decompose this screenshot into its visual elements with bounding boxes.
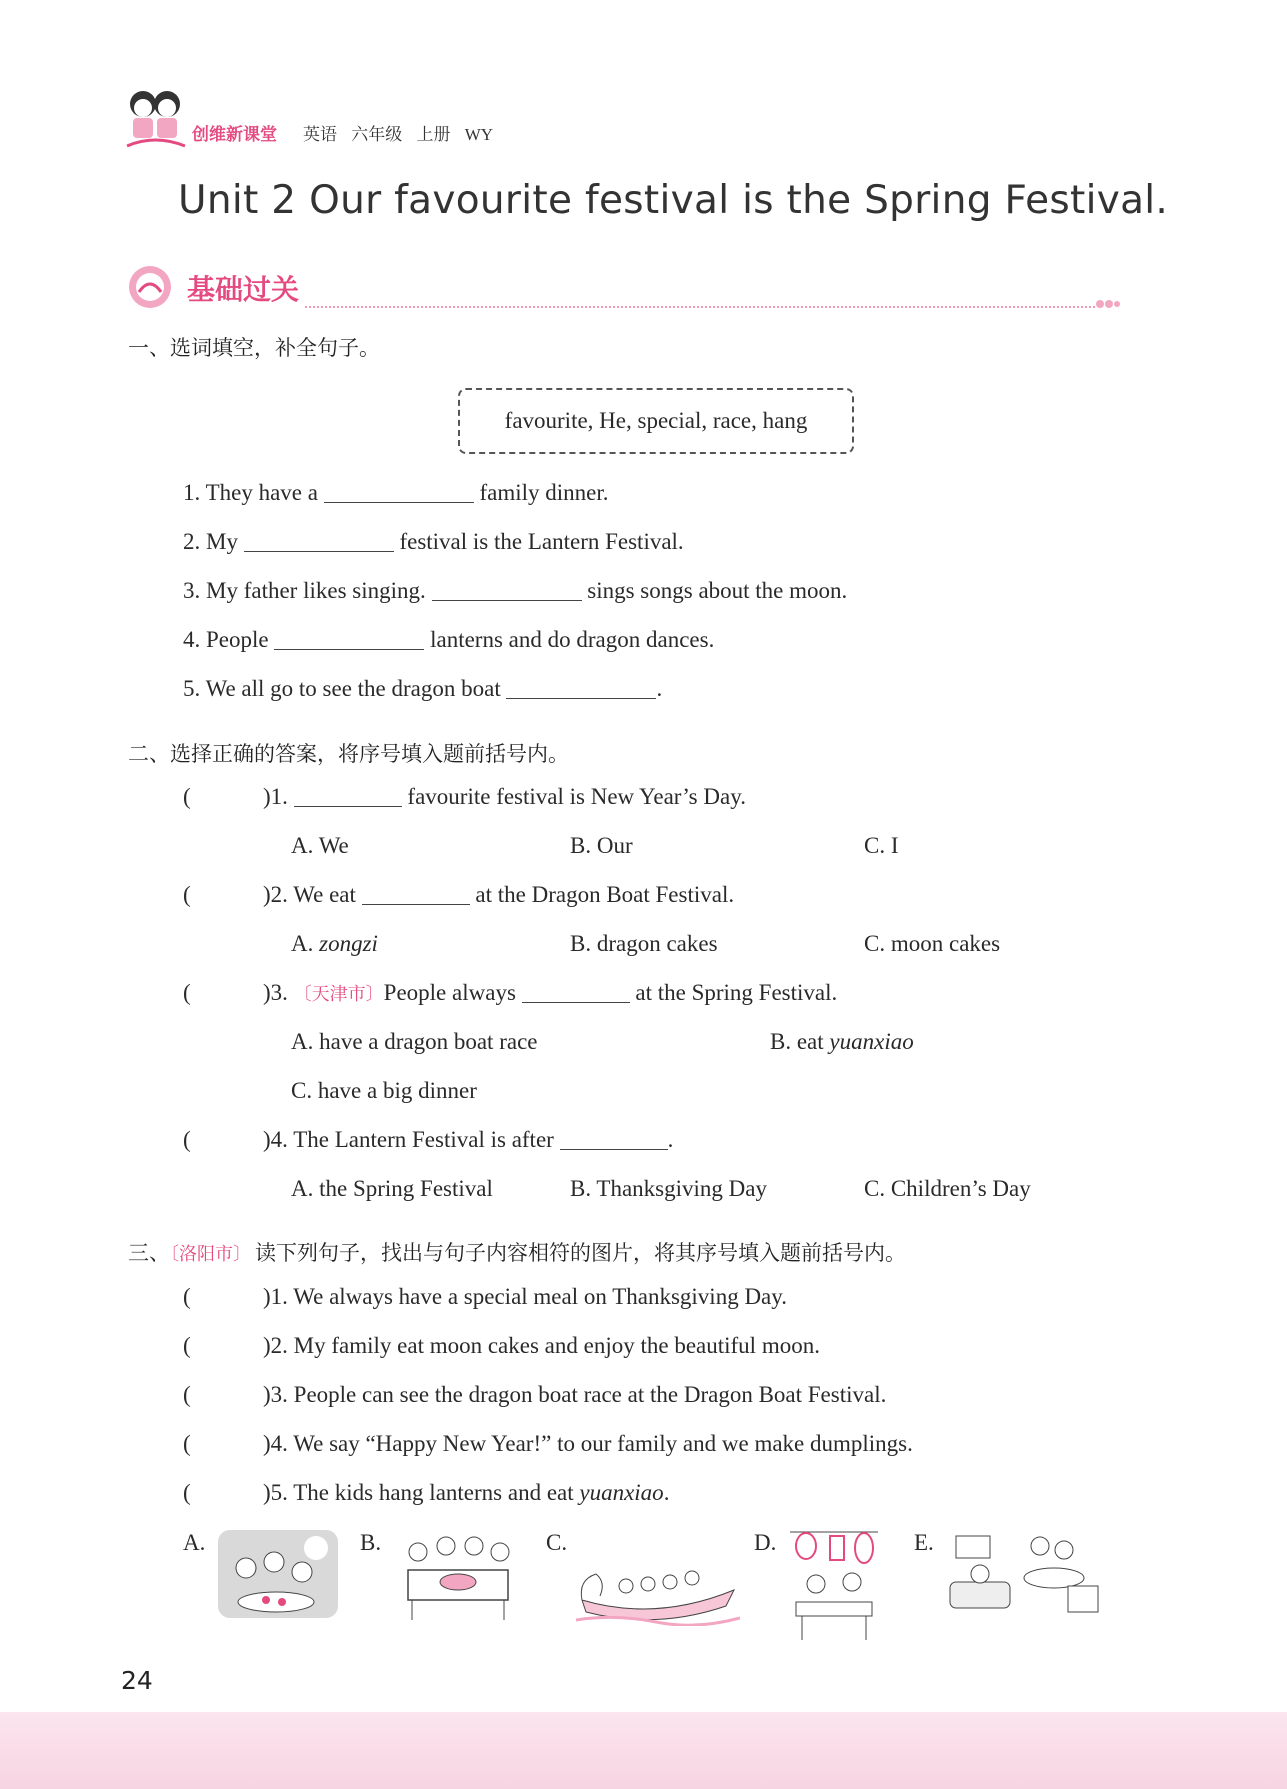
- book-meta: [303, 120, 503, 145]
- part3-item-3: ( )3. People can see the dragon boat race at the Dragon Boat Festival.: [183, 1382, 887, 1407]
- option-a: A. the Spring Festival: [291, 1176, 493, 1201]
- volume: 上册: [416, 125, 451, 144]
- answer-blank[interactable]: [432, 580, 582, 601]
- answer-blank[interactable]: [274, 629, 424, 650]
- answer-paren[interactable]: (: [183, 784, 191, 809]
- option-b: B. eat yuanxiao: [770, 1029, 914, 1054]
- word-box: favourite, He, special, race, hang: [458, 388, 854, 454]
- page-number: 24: [121, 1666, 153, 1695]
- new-year-dumplings-icon: [944, 1526, 1108, 1626]
- part2-heading: 二、选择正确的答案，将序号填入题前括号内。: [128, 742, 569, 766]
- picture-label-b: B.: [360, 1530, 382, 1555]
- part1-item-5: 5. We all go to see the dragon boat .: [183, 676, 663, 701]
- answer-blank[interactable]: [522, 982, 630, 1003]
- kids-logo-icon: [125, 86, 187, 152]
- picture-label-d: D.: [754, 1530, 777, 1555]
- option-b: B. Thanksgiving Day: [570, 1176, 767, 1201]
- part1-item-2: 2. My festival is the Lantern Festival.: [183, 529, 684, 554]
- option-c: C. have a big dinner: [291, 1078, 477, 1103]
- answer-paren[interactable]: (: [183, 1480, 191, 1505]
- answer-paren[interactable]: (: [183, 1333, 191, 1358]
- part3-item-4: ( )4. We say “Happy New Year!” to our family and we make dumplings.: [183, 1431, 913, 1456]
- picture-label-a: A.: [183, 1530, 206, 1555]
- part1-item-4: 4. People lanterns and do dragon dances.: [183, 627, 715, 652]
- part2-question-1: ( )1. favourite festival is New Year’s Day.: [183, 784, 746, 809]
- answer-blank[interactable]: [294, 786, 402, 807]
- section-divider: [305, 306, 1095, 308]
- part3-item-5: ( )5. The kids hang lanterns and eat yuanxiao.: [183, 1480, 670, 1505]
- picture-label-e: E.: [914, 1530, 934, 1555]
- answer-blank[interactable]: [244, 531, 394, 552]
- option-c: C. Children’s Day: [864, 1176, 1031, 1201]
- answer-paren[interactable]: (: [183, 1284, 191, 1309]
- answer-paren[interactable]: (: [183, 1127, 191, 1152]
- option-c: C. I: [864, 833, 899, 858]
- part3-heading: 三、〔洛阳市〕 读下列句子，找出与句子内容相符的图片，将其序号填入题前括号内。: [128, 1241, 906, 1265]
- part2-question-3: ( )3. 〔天津市〕People always at the Spring Festival.: [183, 980, 838, 1005]
- dragon-boat-icon: [576, 1530, 740, 1626]
- answer-blank[interactable]: [324, 482, 474, 503]
- part1-item-3: 3. My father likes singing. sings songs about the moon.: [183, 578, 848, 603]
- part3-item-1: ( )1. We always have a special meal on Thanksgiving Day.: [183, 1284, 788, 1309]
- answer-blank[interactable]: [560, 1129, 668, 1150]
- answer-paren[interactable]: (: [183, 1431, 191, 1456]
- grade: 六年级: [351, 125, 403, 144]
- answer-paren[interactable]: (: [183, 980, 191, 1005]
- answer-paren[interactable]: (: [183, 882, 191, 907]
- answer-blank[interactable]: [362, 884, 470, 905]
- part3-item-2: ( )2. My family eat moon cakes and enjoy the beautiful moon.: [183, 1333, 820, 1358]
- answer-blank[interactable]: [506, 678, 656, 699]
- unit-title: Unit 2 Our favourite festival is the Spring Festival.: [178, 178, 1169, 223]
- part2-question-4: ( )4. The Lantern Festival is after .: [183, 1127, 674, 1152]
- dots-ornament-icon: [1095, 296, 1121, 312]
- option-a: A. zongzi: [291, 931, 378, 956]
- part2-question-2: ( )2. We eat at the Dragon Boat Festival.: [183, 882, 735, 907]
- subject: 英语: [303, 125, 337, 144]
- lantern-yuanxiao-icon: [786, 1526, 882, 1644]
- part1-heading: 一、选词填空，补全句子。: [128, 336, 380, 360]
- thanksgiving-dinner-icon: [388, 1526, 528, 1624]
- option-c: C. moon cakes: [864, 931, 1001, 956]
- edition: WY: [464, 125, 494, 144]
- moon-cake-night-icon: [216, 1528, 340, 1620]
- section-banner: [125, 262, 1130, 312]
- part1-item-1: 1. They have a family dinner.: [183, 480, 609, 505]
- option-a: A. We: [291, 833, 349, 858]
- bottom-band: [0, 1712, 1287, 1789]
- section-badge-icon: [125, 262, 181, 312]
- option-b: B. Our: [570, 833, 633, 858]
- section-label: 基础过关: [187, 273, 300, 306]
- page-header: [125, 86, 545, 156]
- answer-paren[interactable]: (: [183, 1382, 191, 1407]
- option-a: A. have a dragon boat race: [291, 1029, 538, 1054]
- picture-label-c: C.: [546, 1530, 568, 1555]
- option-b: B. dragon cakes: [570, 931, 718, 956]
- source-tag: 〔天津市〕: [293, 984, 384, 1005]
- brand-name: 创维新课堂: [192, 125, 277, 144]
- source-tag: 〔洛阳市〕: [170, 1244, 251, 1265]
